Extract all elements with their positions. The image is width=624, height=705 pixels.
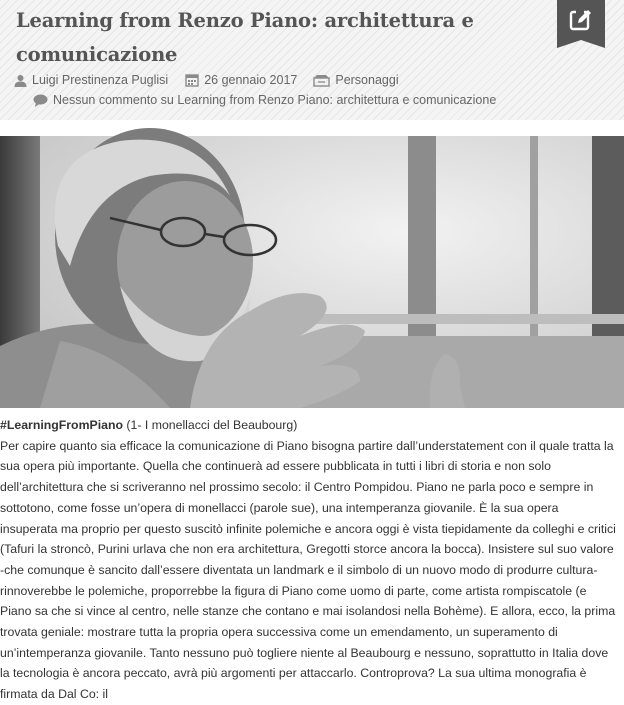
- calendar-icon: [185, 73, 199, 87]
- author-name[interactable]: Luigi Prestinenza Puglisi: [32, 73, 169, 87]
- user-icon: [14, 74, 27, 87]
- post-date: [185, 73, 297, 87]
- article-subtitle: (1- I monellacci del Beaubourg): [123, 418, 298, 432]
- post-category[interactable]: [313, 73, 398, 87]
- post-author[interactable]: [14, 73, 168, 87]
- post-header: [0, 0, 624, 120]
- comment-icon: [33, 94, 48, 107]
- portrait-photo: [0, 136, 624, 408]
- edit-badge[interactable]: [557, 0, 605, 40]
- article-body: [0, 415, 616, 705]
- edit-icon[interactable]: [568, 7, 594, 33]
- hashtag[interactable]: #LearningFromPiano: [0, 418, 123, 432]
- date-text: 26 gennaio 2017: [204, 73, 298, 87]
- category-link[interactable]: Personaggi: [335, 73, 399, 87]
- folder-icon: [313, 74, 330, 87]
- article-intro: [0, 415, 616, 436]
- post-meta: [14, 71, 399, 89]
- post-comments[interactable]: [33, 91, 496, 109]
- featured-image: [0, 136, 624, 408]
- comments-link[interactable]: Nessun commento su Learning from Renzo Piano: architettura e comunicazione: [53, 93, 497, 107]
- post-title[interactable]: Learning from Renzo Piano: architettura e comunicazione: [16, 9, 474, 66]
- article-paragraph: Per capire quanto sia efficace la comunicazione di Piano bisogna partire dall’understatement con il quale tratta la sua opera più importante. Quella che continuerà ad essere pubblicata in tutti i libri di storia e non solo dell’architettura che si scriveranno nel prossimo secolo: il Centro Pompidou. Piano ne parla poco e sempre in sottotono, come fosse un’opera di monellacci (parole sue), una intemperanza giovanile. È la sua opera insuperata ma proprio per questo suscitò infinite polemiche e ancora oggi è vista tiepidamente da colleghi e critici (Tafuri la stroncò, Purini urlava che non era architettura, Gregotti storce ancora la bocca). Insistere sul suo valore -che comunque è sancito dall’essere diventata un landmark e il simbolo di un nuovo modo di produrre cultura- rinnoverebbe le polemiche, proporrebbe la figura di Piano come uomo di parte, come artista rompiscatole (e Piano sa che si vince al centro, nelle stanze che contano e mai isolandosi nella Bohème). E allora, ecco, la prima trovata geniale: mostrare tutta la propria opera successiva come un emendamento, un superamento di un’intemperanza giovanile. Tanto nessuno può togliere niente al Beaubourg e nessuno, soprattutto in Italia dove la tecnologia è ancora peccato, avrà più argomenti per attaccarlo. Controprova? La sua ultima monografia è firmata da Dal Co: il: [0, 438, 616, 702]
